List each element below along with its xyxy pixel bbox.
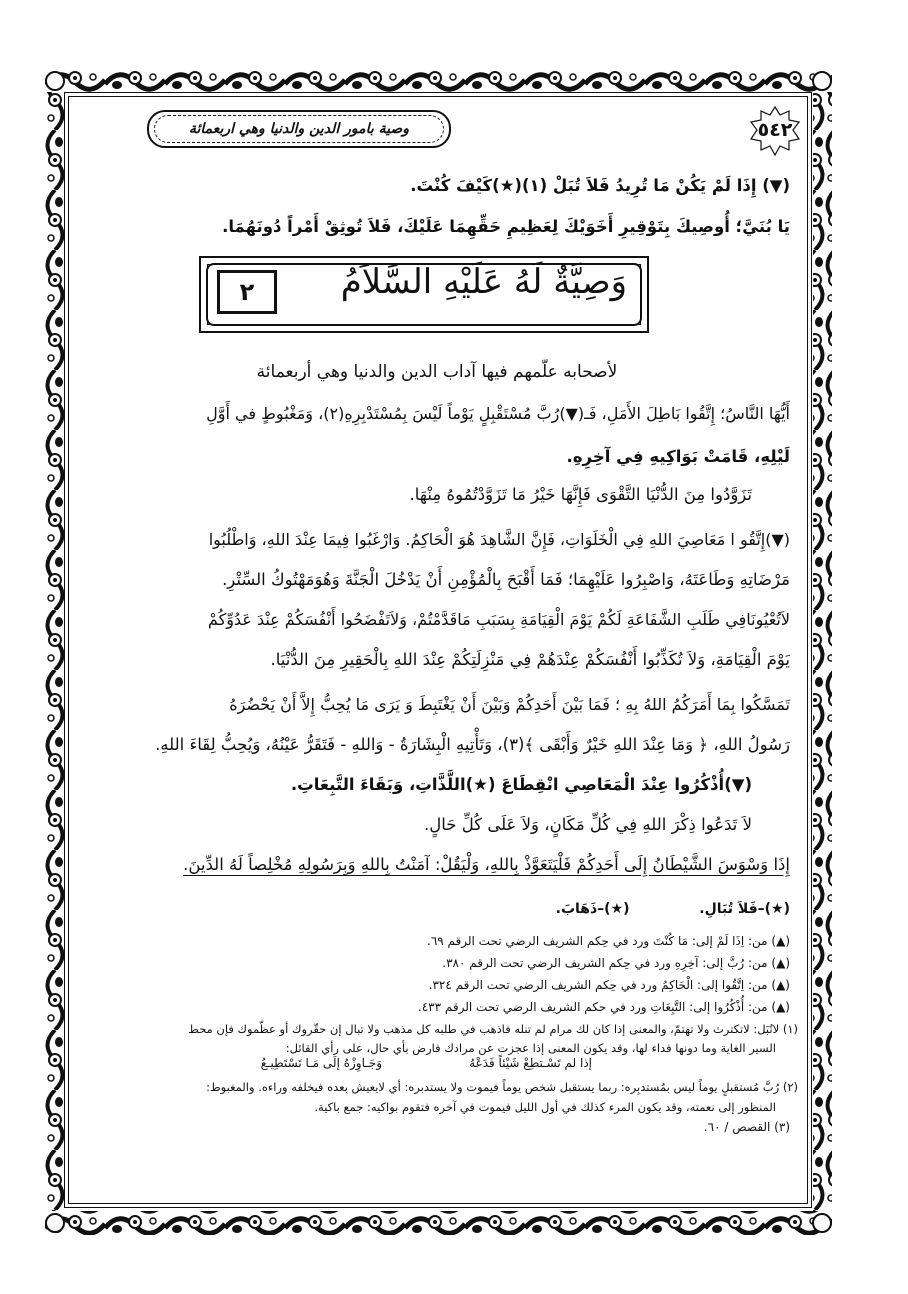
running-title-box [147,110,451,148]
ornament-bottom [45,1211,832,1235]
source-note: (▲) من: رُبَّ إلى: آخِرِهِ ورد في حِكم الشريف الرضي تحت الرقم ٣٨٠. [442,956,790,970]
intro-line: (▼) إِذَا لَمْ يَكُنْ مَا تُرِيدُ فَلاَ تُبَلْ (١)(★)كَيْفَ كُنْتَ. [410,176,790,195]
ornament-left [45,92,64,1211]
verse-second-hemistich: وَجَـاوِزْهُ إلَى مَـا تَسْتَطِيـعُ [260,1056,382,1070]
body-line: تَمَسَّكُوا بِمَا أَمَرَكُمُ اللهُ بِهِ ؛ فَمَا بَيْنَ أَحَدِكُمْ وَبَيْنَ أَنْ يَغْتَبِطَ وَ يَرَى مَا يُحِبُّ إِلاَّ أَنْ يَحْضُرَهُ [229,695,790,714]
footnote: (٢) رُبَّ مُستقبلٍ يوماً ليس بمُستدبِره: ربما يستقبل شخص يوماً فيموت ولا يستدبره: أي لايعيش بعده فيخلفه وراءه. والمغبوط: [206,1080,798,1094]
body-line: لاَتُعْيُونَافِي طَلَبِ الشَّفَاعَةِ لَكُمْ يَوْمَ الْقِيَامَةِ بِسَبَبِ مَاقَدَّمْتُمْ، وَلاَتَفْضَحُوا أَنْفُسَكُمْ عِنْدَ عَدُوِّكُمْ [207,610,790,629]
source-note: (▲) من: اِذَا لَمْ إلى: مَا كُنْتَ ورد في حِكم الشريف الرضي تحت الرقم ٦٩. [427,934,790,948]
page-header [72,106,802,150]
page-number-badge [748,106,802,156]
glosses [82,897,790,921]
body-line: (▼)إِتَّقُو ا مَعَاصِيَ اللهِ فِي الْخَلَوَاتِ، فَإِنَّ الشَّاهِدَ هُوَ الْحَاكِمُ. وَارْغَبُوا فِيمَا عِنْدَ اللهِ، وَاطْلُبُوا [208,530,790,549]
body-line: مَرْضَاتِهِ وَطَاعَتَهُ، وَاصْبِرُوا عَلَيْهِمَا؛ فَمَا أَقْبَحَ بِالْمُؤْمِنِ أَنْ يَدْخُلَ الْجَنَّةَ وَهُوَمَهْتُوكُ السِّتْرِ. [222,570,790,589]
source-note: (▲) من: اِتَّقُوا إلى: الْحَاكِمُ ورد في حِكم الشريف الرضي تحت الرقم ٣٢٤. [428,978,790,992]
body-line: (▼)أُذْكُرُوا عِنْدَ الْمَعَاصِي انْقِطَاعَ (★)اللَّذَّاتِ، وَبَقَاءَ التَّبِعَاتِ. [290,775,752,794]
footnote: السير الغاية وما دونها فداء لها، وقد يكون المعنى إذا عجزت عن مرادك فارض بأي حال، على رأي القائل: [285,1041,776,1055]
section-banner [199,256,649,333]
gloss: (★)–فَلاَ تُبَالِ. [699,901,790,917]
body-line: تَزَوَّدُوا مِنَ الدُّنْيَا التَّقْوَى فَإِنَّهَا خَيْرُ مَا تَزَوَّدْتُمُوهُ مِنْهَا. [409,485,752,504]
body-line: رَسُولُ اللهِ، ﴿ وَمَا عِنْدَ اللهِ خَيْرٌ وَأَبْقَى ﴾(٣)، وَتَأْتِيهِ الْبِشَارَةُ - وَاللهِ - فَتَقَرُّ عَيْنُهُ، وَيُحِبُّ لِقَاءَ اللهِ. [155,735,790,754]
body-line: لَيْلِهِ، قَامَتْ بَوَاكِيهِ فِي آخِرِهِ. [566,447,790,466]
gloss: (★)–ذَهَابَ. [555,901,630,917]
section-subtitle: لأصحابه علّمهم فيها آداب الدين والدنيا وهي أربعمائة [256,362,618,382]
book-page [72,100,802,1198]
running-title: وصية بامور الدين والدنيا وهي اربعمائة [189,121,409,137]
section-title: وَصِيَّةٌ لَهُ عَلَيْهِ السَّلاَمُ [340,262,627,302]
footnote: (٣) القصص / ٦٠. [703,1120,790,1134]
footnote: (١) لاتُبَل: لاتكترث ولا تهتمّ، والمعنى إذا كان لك مرام لم تنله فاذهب في طلبه كل مذهب ولا تبال إن حقّروك أو عظّموك فإن محط [188,1022,798,1036]
ornament-top [45,70,832,92]
intro-line: يَا بُنَيَّ؛ أُوصِيكَ بِتَوْقِيرِ أَخَوَيْكَ لِعَظِيمِ حَقِّهِمَا عَلَيْكَ، فَلاَ تُوثِقْ أَمْراً دُونَهُمَا. [222,217,790,236]
page-number: ٥٤٢ [757,119,793,141]
underlined-verse: إِذَا وَسْوَسَ الشَّيْطَانُ إِلَى أَحَدِكُمْ فَلْيَتَعَوَّذْ بِاللهِ، وَلْيَقُلْ: آمَنْتُ بِاللهِ وَبِرَسُولِهِ مُخْلِصاً لَهُ الدِّينَ. [183,855,790,874]
body-line: أَيُّهَا النَّاسُ؛ إِتَّقُوا بَاطِلَ الأَمَلِ، فَـ(▼)رُبَّ مُسْتَقْبِلٍ يَوْماً لَيْسَ بِمُسْتَدْبِرِهِ(٢)، وَمَغْبُوطٍ في أَوَّلِ [206,404,790,423]
footnote: المنظور إلى نعمته، وقد يكون المرء كذلك في أول الليل فيموت في آخره فتقوم بواكيه: جمع باكية. [314,1100,776,1114]
ornament-right [813,92,832,1211]
body-line: يَوْمَ الْقِيَامَةِ، وَلاَ تُكَذِّبُوا أَنْفُسَكُمْ عِنْدَهُمْ فِي مَنْزِلَتِكُمْ عِنْدَ اللهِ بِالْحَقِيرِ مِنَ الدُّنْيَا. [270,650,790,669]
source-note: (▲) من: أُذْكُرُوا إلى: التَّبِعَاتِ ورد في حكم الشريف الرضي تحت الرقم ٤٣٣. [417,1000,790,1014]
body-line [82,853,790,877]
body-line: لاَ تَدَعُوا ذِكْرَ اللهِ فِي كُلِّ مَكَانٍ، وَلاَ عَلَى كُلِّ حَالٍ. [424,815,752,834]
verse-first-hemistich: إذا لم تَسْـتطِعْ شَيْئاً فَدَعْهُ [469,1056,592,1070]
section-number: ٢ [217,270,277,314]
